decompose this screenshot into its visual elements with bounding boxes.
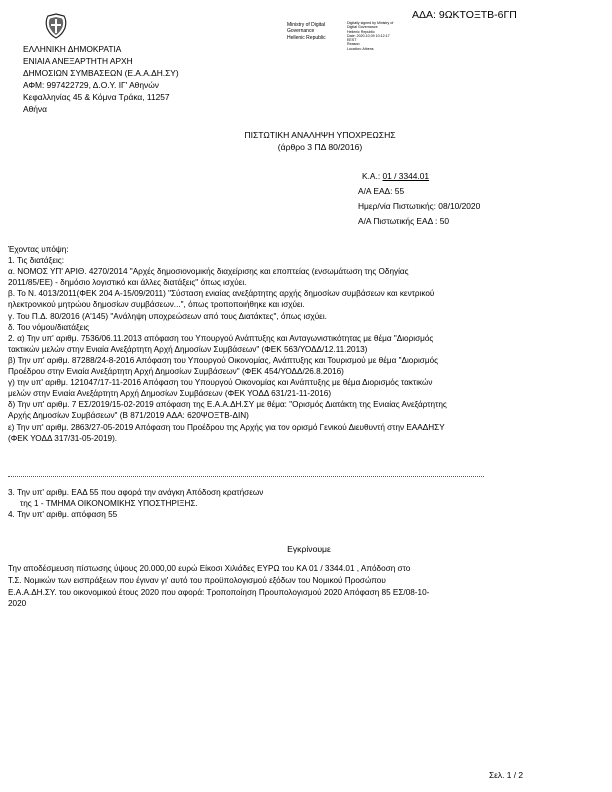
signature-detail-line: Digital Governance: [347, 25, 378, 30]
approve-paragraph: [8, 563, 429, 610]
signature-detail-line: Digitally signed by Ministry of: [347, 21, 394, 25]
ka-value: 01 / 3344.01: [382, 171, 430, 181]
body-line: 2. α) Την υπ' αριθμ. 7536/06.11.2013 απόφαση του Υπουργού Ανάπτυξης και Ανταγωνιστικότητας με θέμα "Διορισμός: [8, 333, 434, 343]
body-line: 2011/85/ΕΕ) - δημόσιο λογιστικό και άλλες διατάξεις" όπως ισχύει.: [8, 278, 247, 288]
body-line: (ΦΕΚ ΥΟΔΔ 317/31-05-2019).: [8, 433, 118, 443]
page-number: Σελ. 1 / 2: [489, 770, 524, 780]
hellenic-emblem-icon: [44, 13, 68, 39]
body-line: γ) την υπ' αριθμ. 121047/17-11-2016 Απόφαση του Υπουργού Οικονομίας και Ανάπτυξης με θέμα Διορισμός τακτικών: [8, 378, 433, 388]
ead-line: Α/Α ΕΑΔ: 55: [358, 186, 405, 196]
body-line: μελών στην Ενιαία Ανεξάρτητη Αρχή Δημοσίων Συμβάσεων (ΦΕΚ ΥΟΔΔ 631/21-11-2016): [8, 389, 332, 399]
pistotikis-ead-line: Α/Α Πιστωτικής ΕΑΔ : 50: [358, 216, 450, 226]
issuer-line: ΕΝΙΑΙΑ ΑΝΕΞΑΡΤΗΤΗ ΑΡΧΗ: [23, 56, 133, 66]
signature-detail-line: EEST: [347, 38, 357, 43]
signature-left-line: Hellenic Republic: [287, 34, 326, 41]
body-line: β. Το Ν. 4013/2011(ΦΕΚ 204 Α-15/09/2011) "Σύσταση ενιαίας ανεξάρτητης αρχής δημοσίων συμβάσεων και κεντρικού: [8, 289, 435, 299]
dotted-separator: [8, 476, 484, 477]
signature-detail-line: Reason:: [347, 42, 361, 47]
body-line: 4. Την υπ' αριθμ. απόφαση 55: [8, 510, 118, 520]
approve-line: 2020: [8, 599, 27, 609]
signature-left-line: Governance: [287, 28, 315, 35]
body-line: Αρχής Δημοσίων Συμβάσεων" (Β 871/2019 ΑΔΑ: 620ΨΟΞΤΒ-ΔΙΝ): [8, 411, 249, 421]
title-line-1: ΠΙΣΤΩΤΙΚΗ ΑΝΑΛΗΨΗ ΥΠΟΧΡΕΩΣΗΣ: [244, 130, 396, 140]
digital-signature-stamp: [287, 22, 326, 41]
body-line: Προέδρου στην Ενιαία Ανεξάρτητη Αρχή Δημοσίων Συμβάσεων" (ΦΕΚ 454/ΥΟΔΔ/26.8.2016): [8, 367, 344, 377]
signature-detail-line: Hellenic Republic: [347, 29, 375, 34]
body-line: τακτικών μελών στην Ενιαία Ανεξάρτητη Αρχή Δημοσίων Συμβάσεων" (ΦΕΚ 563/ΥΟΔΔ/12.11.2013): [8, 344, 368, 354]
issuer-line: Αθήνα: [23, 104, 47, 114]
issuer-line: ΔΗΜΟΣΙΩΝ ΣΥΜΒΑΣΕΩΝ (Ε.Α.Α.ΔΗ.ΣΥ): [23, 68, 179, 78]
body-line: Έχοντας υπόψη:: [8, 245, 69, 254]
approve-heading: Εγκρίνουμε: [287, 544, 331, 554]
ka-line: [362, 171, 429, 181]
issuer-line: ΑΦΜ: 997422729, Δ.Ο.Υ. ΙΓ' Αθηνών: [23, 80, 159, 90]
body-line: γ. Του Π.Δ. 80/2016 (Α'145) "Ανάληψη υποχρεώσεων από τους Διατάκτες", όπως ισχύει.: [8, 311, 327, 321]
approve-line: Τ.Σ. Νομικών των εισπράξεων που έγιναν γι' αυτό του προϋπολογισμού εξόδων του Νομικού Προσώπου: [8, 575, 386, 585]
ka-label: Κ.Α.:: [362, 171, 383, 181]
signature-detail-line: Location: Athens: [347, 46, 374, 51]
body-line: α. ΝΟΜΟΣ ΥΠ' ΑΡΙΘ. 4270/2014 "Αρχές δημοσιονομικής διαχείρισης και εποπτείας (ενσωμάτωση της Οδηγίας: [8, 267, 409, 277]
body-line: της 1 - ΤΜΗΜΑ ΟΙΚΟΝΟΜΙΚΗΣ ΥΠΟΣΤΗΡΙΞΗΣ.: [20, 499, 198, 509]
issuer-block: [23, 43, 179, 115]
issuer-line: Κεφαλληνίας 45 & Κόμνα Τράκα, 11257: [23, 92, 170, 102]
body-line: ηλεκτρονικού μητρώου δημοσίων συμβάσεων...", όπως τροποποιήθηκε και ισχύει.: [8, 300, 305, 310]
body-line: β) Την υπ' αριθμ. 87288/24-8-2016 Απόφαση του Υπουργού Οικονομίας, Ανάπτυξης και Τουρισμού με θέμα "Διορισμός: [8, 355, 439, 365]
digital-signature-details: [347, 21, 393, 51]
title-line-2: (άρθρο 3 ΠΔ 80/2016): [277, 142, 363, 152]
body-considerations: [8, 244, 447, 444]
body-section-3-4: [8, 487, 263, 520]
body-line: δ. Του νόμου/διατάξεις: [8, 322, 90, 332]
body-line: δ) Την υπ' αριθμ. 7 ΕΣ/2019/15-02-2019 απόφαση της Ε.Α.Α.ΔΗ.ΣΥ με θέμα: "Ορισμός Διατάκτη της Ενιαίας Ανεξάρτητης: [8, 400, 447, 410]
signature-detail-line: Date: 2020.10.09 10:12:17: [347, 33, 390, 38]
issuer-line: ΕΛΛΗΝΙΚΗ ΔΗΜΟΚΡΑΤΙΑ: [23, 44, 122, 54]
body-line: 3. Την υπ' αριθμ. ΕΑΔ 55 που αφορά την ανάγκη Απόδοση κρατήσεων: [8, 488, 264, 497]
approve-line: Ε.Α.Α.ΔΗ.ΣΥ. του οικονομικού έτους 2020 που αφορά: Τροποποίηση Προυπολογισμού 2020 Απόφαση 85 ΕΣ/08-10-: [8, 587, 430, 597]
body-line: 1. Τις διατάξεις:: [8, 256, 65, 266]
document-title: [0, 129, 612, 153]
date-line: Ημερ/νία Πιστωτικής: 08/10/2020: [358, 201, 481, 211]
body-line: ε) Την υπ' αριθμ. 2863/27-05-2019 Απόφαση του Προέδρου της Αρχής για τον ορισμό Γενικού Διευθυντή στην ΕΑΑΔΗΣΥ: [8, 422, 445, 432]
approve-line: Την αποδέσμευση πίστωσης ύψους 20.000,00 ευρώ Είκοσι Χιλιάδες ΕΥΡΩ του ΚΑ 01 / 3344.01 , Απόδοση στο: [8, 564, 411, 573]
signature-left-line: Ministry of Digital: [287, 22, 326, 28]
ada-code: ΑΔΑ: 9ΩΚΤΟΞΤΒ-6ΓΠ: [412, 9, 517, 21]
